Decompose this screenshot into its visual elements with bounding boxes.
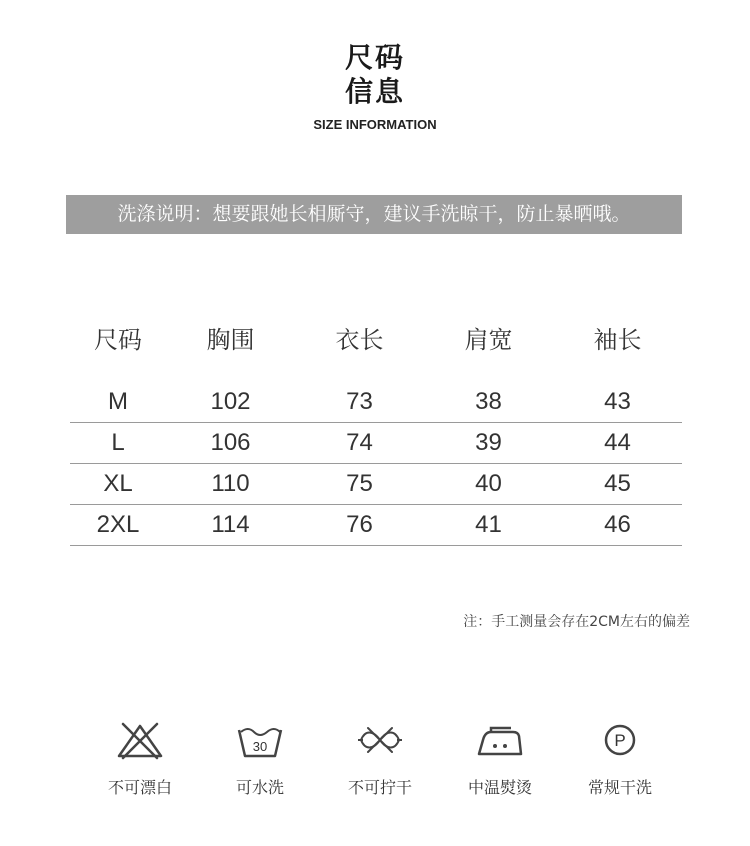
care-label: 不可漂白 xyxy=(107,778,172,797)
cell-chest: 102 xyxy=(210,388,251,415)
care-item-dry-clean xyxy=(560,715,680,798)
dry-clean-icon xyxy=(590,715,650,765)
measurement-note: 注：手工测量会存在2CM左右的偏差 xyxy=(463,614,690,630)
care-label: 可水洗 xyxy=(235,778,284,797)
no-bleach-icon xyxy=(110,715,170,765)
cell-chest: 106 xyxy=(210,429,251,456)
no-wring-icon xyxy=(350,715,410,765)
care-label: 不可拧干 xyxy=(347,778,412,797)
cell-size: M xyxy=(108,388,128,415)
care-item-no-wring xyxy=(320,715,440,798)
care-item-wash xyxy=(200,715,320,798)
page-subtitle: SIZE INFORMATION xyxy=(313,117,437,132)
care-item-no-bleach xyxy=(80,715,200,798)
wash-temperature-label: 30 xyxy=(252,739,268,754)
care-item-iron xyxy=(440,715,560,798)
cell-size: XL xyxy=(103,470,133,497)
header-shoulder: 肩宽 xyxy=(464,325,513,354)
table-row xyxy=(70,464,682,505)
dry-clean-label: P xyxy=(614,731,626,750)
cell-shoulder: 38 xyxy=(475,388,502,415)
cell-shoulder: 40 xyxy=(475,470,502,497)
cell-sleeve: 46 xyxy=(604,511,631,538)
page-title-line1: 尺码 xyxy=(344,41,405,74)
header-length: 衣长 xyxy=(335,325,384,354)
cell-length: 76 xyxy=(346,511,373,538)
cell-sleeve: 45 xyxy=(604,470,631,497)
table-row xyxy=(70,505,682,546)
cell-size: L xyxy=(111,429,125,456)
cell-sleeve: 43 xyxy=(604,388,631,415)
wash-notice-banner: 洗涤说明：想要跟她长相厮守，建议手洗晾干，防止暴晒哦。 xyxy=(66,195,682,234)
care-label: 中温熨烫 xyxy=(467,778,532,797)
cell-length: 75 xyxy=(346,470,373,497)
cell-length: 73 xyxy=(346,388,373,415)
table-row xyxy=(70,423,682,464)
size-table-header xyxy=(70,310,682,364)
cell-size: 2XL xyxy=(96,511,140,538)
header-chest: 胸围 xyxy=(206,325,255,354)
wash-30-icon xyxy=(230,715,290,765)
header-size: 尺码 xyxy=(94,325,142,354)
care-instructions xyxy=(80,715,700,798)
cell-sleeve: 44 xyxy=(604,429,631,456)
cell-chest: 110 xyxy=(211,470,250,497)
cell-shoulder: 41 xyxy=(475,511,502,538)
cell-length: 74 xyxy=(346,429,373,456)
size-table xyxy=(70,310,682,546)
header-sleeve: 袖长 xyxy=(593,325,642,354)
table-row xyxy=(70,382,682,423)
page-title-line2: 信息 xyxy=(344,75,405,108)
iron-medium-icon xyxy=(470,715,530,765)
cell-chest: 114 xyxy=(211,511,250,538)
care-label: 常规干洗 xyxy=(587,778,652,797)
cell-shoulder: 39 xyxy=(475,429,502,456)
